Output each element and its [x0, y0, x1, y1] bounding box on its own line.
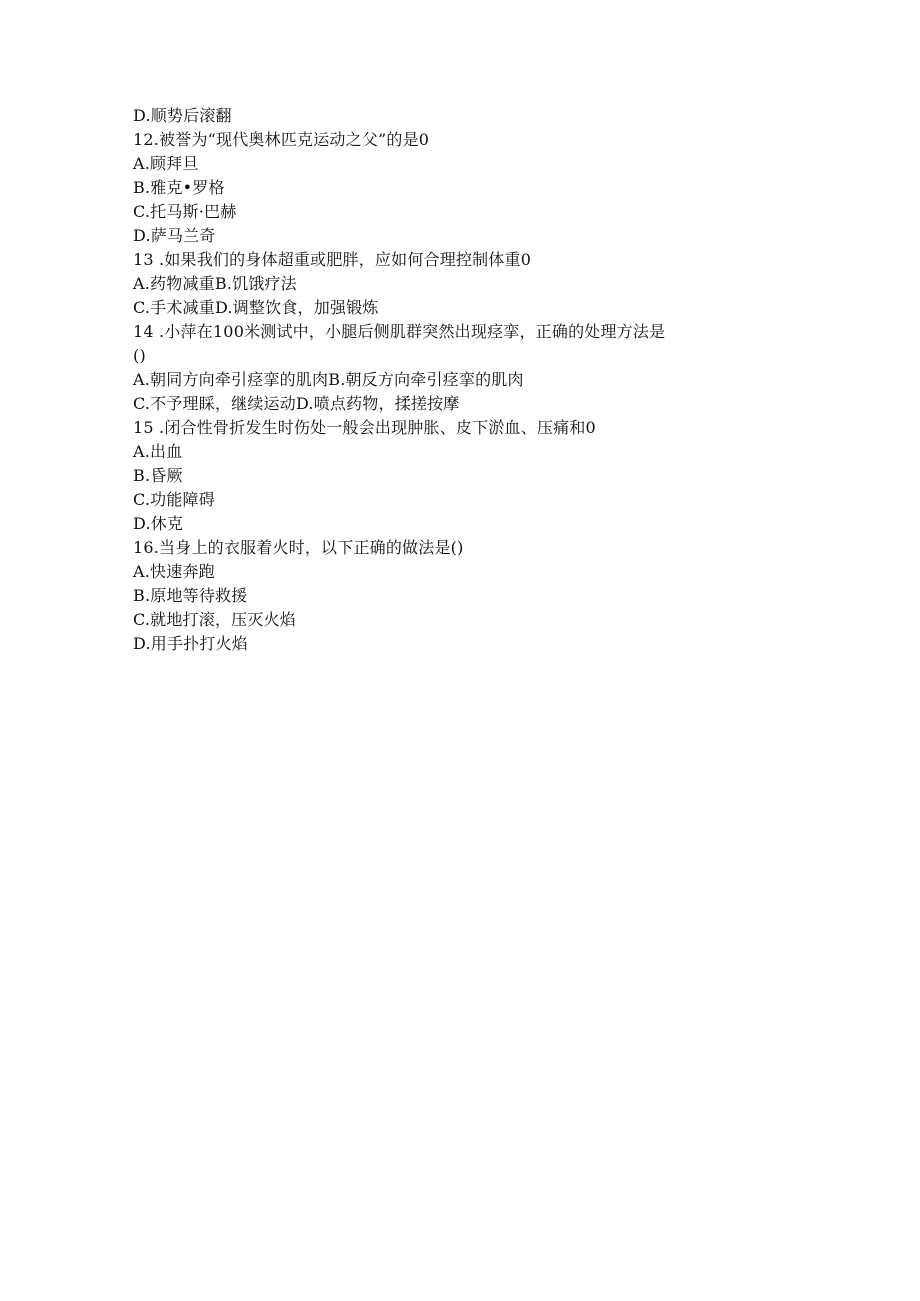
q16-question-stem: 16.当身上的衣服着火时，以下正确的做法是() — [133, 538, 464, 557]
q15-option-c: C.功能障碍 — [133, 490, 215, 509]
q15-option-b: B.昏厥 — [133, 466, 183, 485]
q13-question-stem: 13 .如果我们的身体超重或肥胖，应如何合理控制体重0 — [133, 250, 532, 269]
q14-options-c-d: C.不予理睬，继续运动D.喷点药物，揉搓按摩 — [133, 394, 460, 413]
q12-question-stem: 12.被誉为“现代奥林匹克运动之父”的是0 — [133, 130, 430, 149]
q11-option-d: D.顺势后滚翻 — [133, 106, 232, 125]
q16-option-b: B.原地等待救援 — [133, 586, 248, 605]
document-body — [133, 104, 773, 656]
q12-option-d: D.萨马兰奇 — [133, 226, 216, 245]
q14-options-a-b: A.朝同方向牵引痉挛的肌肉B.朝反方向牵引痉挛的肌肉 — [133, 370, 524, 389]
q12-option-a: A.顾拜旦 — [133, 154, 199, 173]
q15-option-d: D.休克 — [133, 514, 184, 533]
q15-option-a: A.出血 — [133, 442, 183, 461]
q14-question-stem-continued: () — [133, 346, 146, 365]
q14-question-stem: 14 .小萍在100米测试中，小腿后侧肌群突然出现痉挛，正确的处理方法是 — [133, 322, 666, 341]
q16-option-a: A.快速奔跑 — [133, 562, 215, 581]
q13-options-c-d: C.手术减重D.调整饮食，加强锻炼 — [133, 298, 379, 317]
q16-option-d: D.用手扑打火焰 — [133, 634, 248, 653]
q13-options-a-b: A.药物减重B.饥饿疗法 — [133, 274, 297, 293]
q16-option-c: C.就地打滚，压灭火焰 — [133, 610, 296, 629]
q12-option-c: C.托马斯·巴赫 — [133, 202, 237, 221]
q12-option-b: B.雅克•罗格 — [133, 178, 225, 197]
q15-question-stem: 15 .闭合性骨折发生时伤处一般会出现肿胀、皮下淤血、压痛和0 — [133, 418, 596, 437]
